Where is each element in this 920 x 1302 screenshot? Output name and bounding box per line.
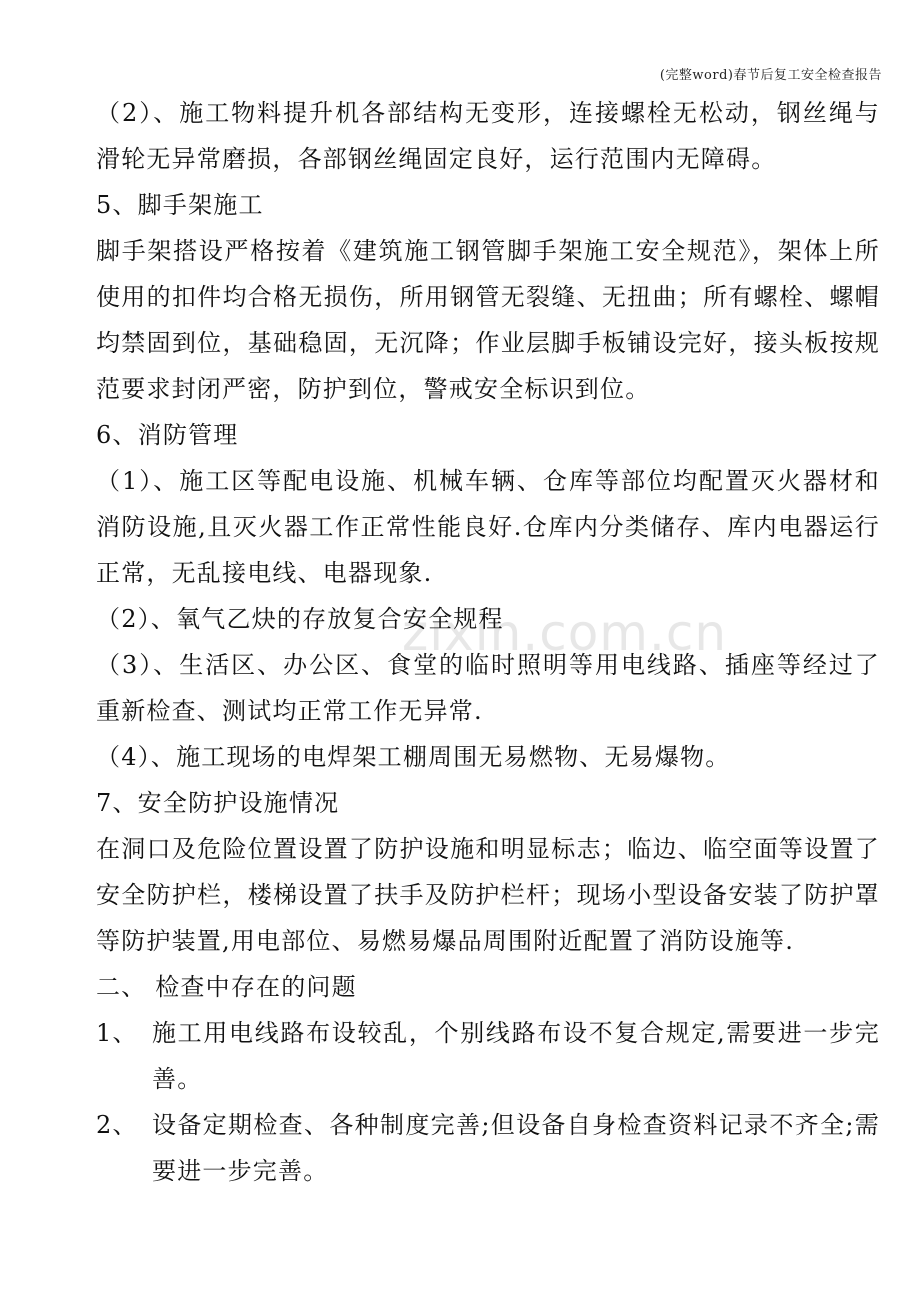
problem-item: [96, 1010, 880, 1102]
document-header: (完整word)春节后复工安全检查报告: [659, 68, 882, 83]
section-5-body: 脚手架搭设严格按着《建筑施工钢管脚手架施工安全规范》，架体上所使用的扣件均合格无损伤，所用钢管无裂缝、无扭曲；所有螺栓、螺帽均禁固到位，基础稳固，无沉降；作业层脚手板铺设完好，接头板按规范要求封闭严密，防护到位，警戒安全标识到位。: [96, 237, 880, 403]
section-6-item-4: （4）、施工现场的电焊架工棚周围无易燃物、无易爆物。: [96, 743, 731, 771]
section-6-item-1: （1）、施工区等配电设施、机械车辆、仓库等部位均配置灭火器材和消防设施,且灭火器工作正常性能良好.仓库内分类储存、库内电器运行正常，无乱接电线、电器现象.: [96, 467, 880, 587]
section-5-title: 5、脚手架施工: [96, 191, 264, 219]
problem-number: 1、: [96, 1019, 138, 1047]
section-6-title: 6、消防管理: [96, 421, 239, 449]
watermark-text: zixin.com.cn: [402, 604, 728, 662]
problem-text: 施工用电线路布设较乱，个别线路布设不复合规定,需要进一步完善。: [152, 1019, 880, 1093]
section-6-item-2: （2）、氧气乙炔的存放复合安全规程: [96, 605, 504, 633]
lift-item-2: （2）、施工物料提升机各部结构无变形，连接螺栓无松动，钢丝绳与滑轮无异常磨损，各部钢丝绳固定良好，运行范围内无障碍。: [96, 99, 880, 173]
document-body: [96, 90, 880, 1194]
section-7-body: 在洞口及危险位置设置了防护设施和明显标志；临边、临空面等设置了安全防护栏，楼梯设置了扶手及防护栏杆；现场小型设备安装了防护罩等防护装置,用电部位、易燃易爆品周围附近配置了消防设施等.: [96, 835, 880, 955]
section-7-title: 7、安全防护设施情况: [96, 789, 340, 817]
problem-item: [96, 1102, 880, 1194]
problem-text: 设备定期检查、各种制度完善;但设备自身检查资料记录不齐全;需要进一步完善。: [152, 1111, 880, 1185]
section-6-item-3: （3）、生活区、办公区、食堂的临时照明等用电线路、插座等经过了重新检查、测试均正常工作无异常.: [96, 651, 880, 725]
problem-number: 2、: [96, 1111, 138, 1139]
part-2-title: 二、 检查中存在的问题: [96, 973, 357, 1001]
